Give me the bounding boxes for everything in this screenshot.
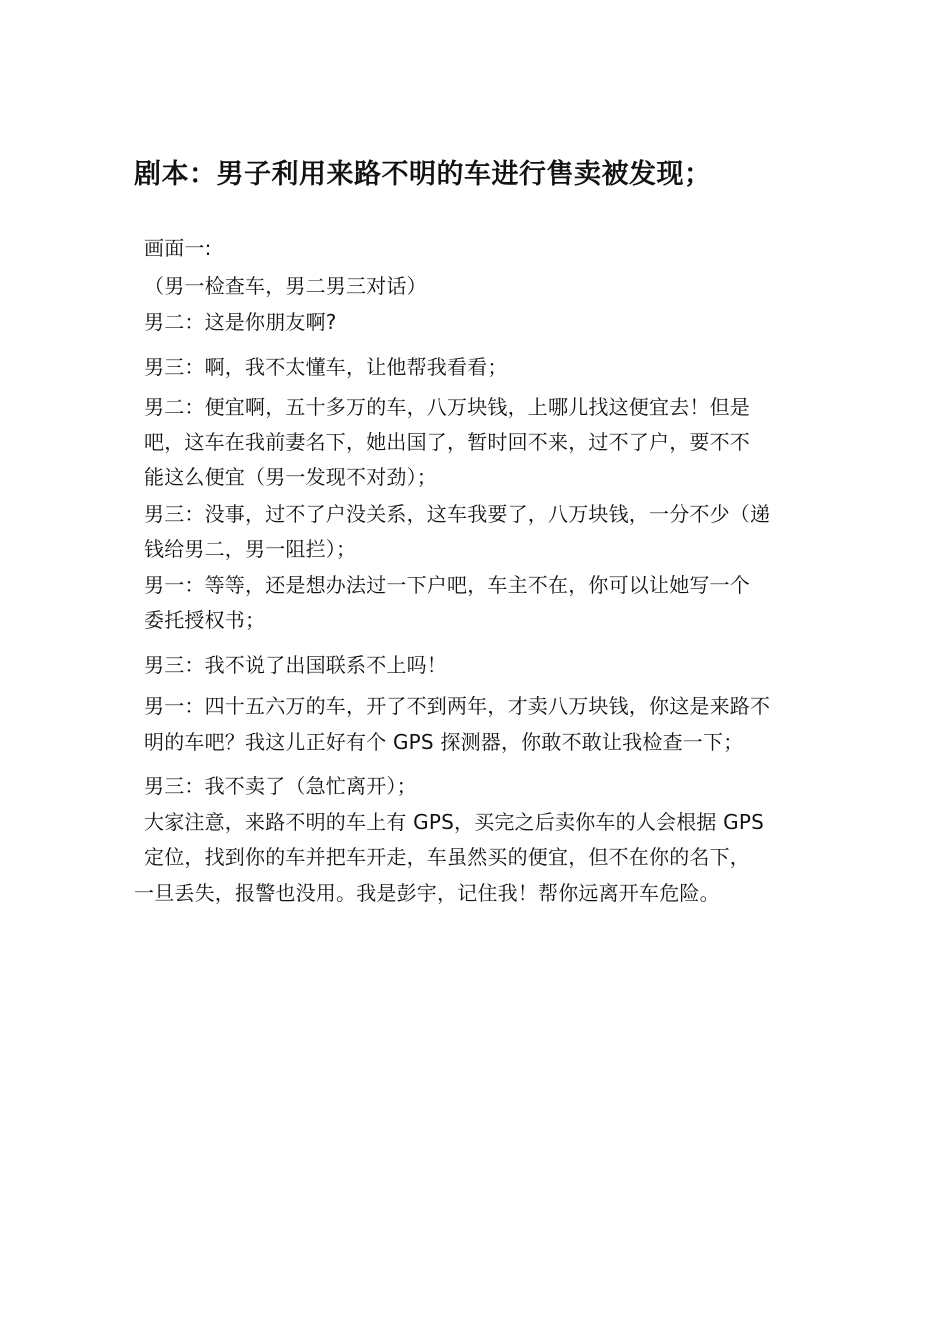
dialogue-line: 男三：我不说了出国联系不上吗！ bbox=[144, 653, 447, 677]
dialogue-line: 吧，这车在我前妻名下，她出国了，暂时回不来，过不了户，要不不 bbox=[144, 430, 750, 454]
dialogue-line: 明的车吧？我这儿正好有个 GPS 探测器，你敢不敢让我检查一下； bbox=[144, 730, 744, 754]
dialogue-line: 男一：四十五六万的车，开了不到两年，才卖八万块钱，你这是来路不 bbox=[144, 694, 771, 718]
dialogue-line: 男二：这是你朋友啊? bbox=[144, 310, 337, 334]
closing-line: 一旦丢失，报警也没用。我是彭宇，记住我！帮你远离开车危险。 bbox=[134, 881, 720, 905]
closing-line: 定位，找到你的车并把车开走，车虽然买的便宜，但不在你的名下， bbox=[144, 845, 750, 869]
document-title: 剧本：男子利用来路不明的车进行售卖被发现； bbox=[134, 159, 712, 190]
closing-line: 大家注意，来路不明的车上有 GPS，买完之后卖你车的人会根据 GPS bbox=[144, 810, 765, 834]
dialogue-line: 男三：我不卖了（急忙离开）； bbox=[144, 774, 417, 798]
scene-heading: 画面一: bbox=[144, 236, 212, 260]
dialogue-line: 男三：啊，我不太懂车，让他帮我看看； bbox=[144, 355, 508, 379]
dialogue-line: 能这么便宜（男一发现不对劲）； bbox=[144, 465, 437, 489]
dialogue-line: 男一：等等，还是想办法过一下户吧，车主不在，你可以让她写一个 bbox=[144, 573, 750, 597]
dialogue-line: 男二：便宜啊，五十多万的车，八万块钱，上哪儿找这便宜去！但是 bbox=[144, 395, 750, 419]
dialogue-line: 男三：没事，过不了户没关系，这车我要了，八万块钱，一分不少（递 bbox=[144, 502, 771, 526]
stage-direction: （男一检查车，男二男三对话） bbox=[144, 274, 427, 298]
dialogue-line: 钱给男二，男一阻拦）； bbox=[144, 537, 357, 561]
dialogue-line: 委托授权书； bbox=[144, 608, 266, 632]
